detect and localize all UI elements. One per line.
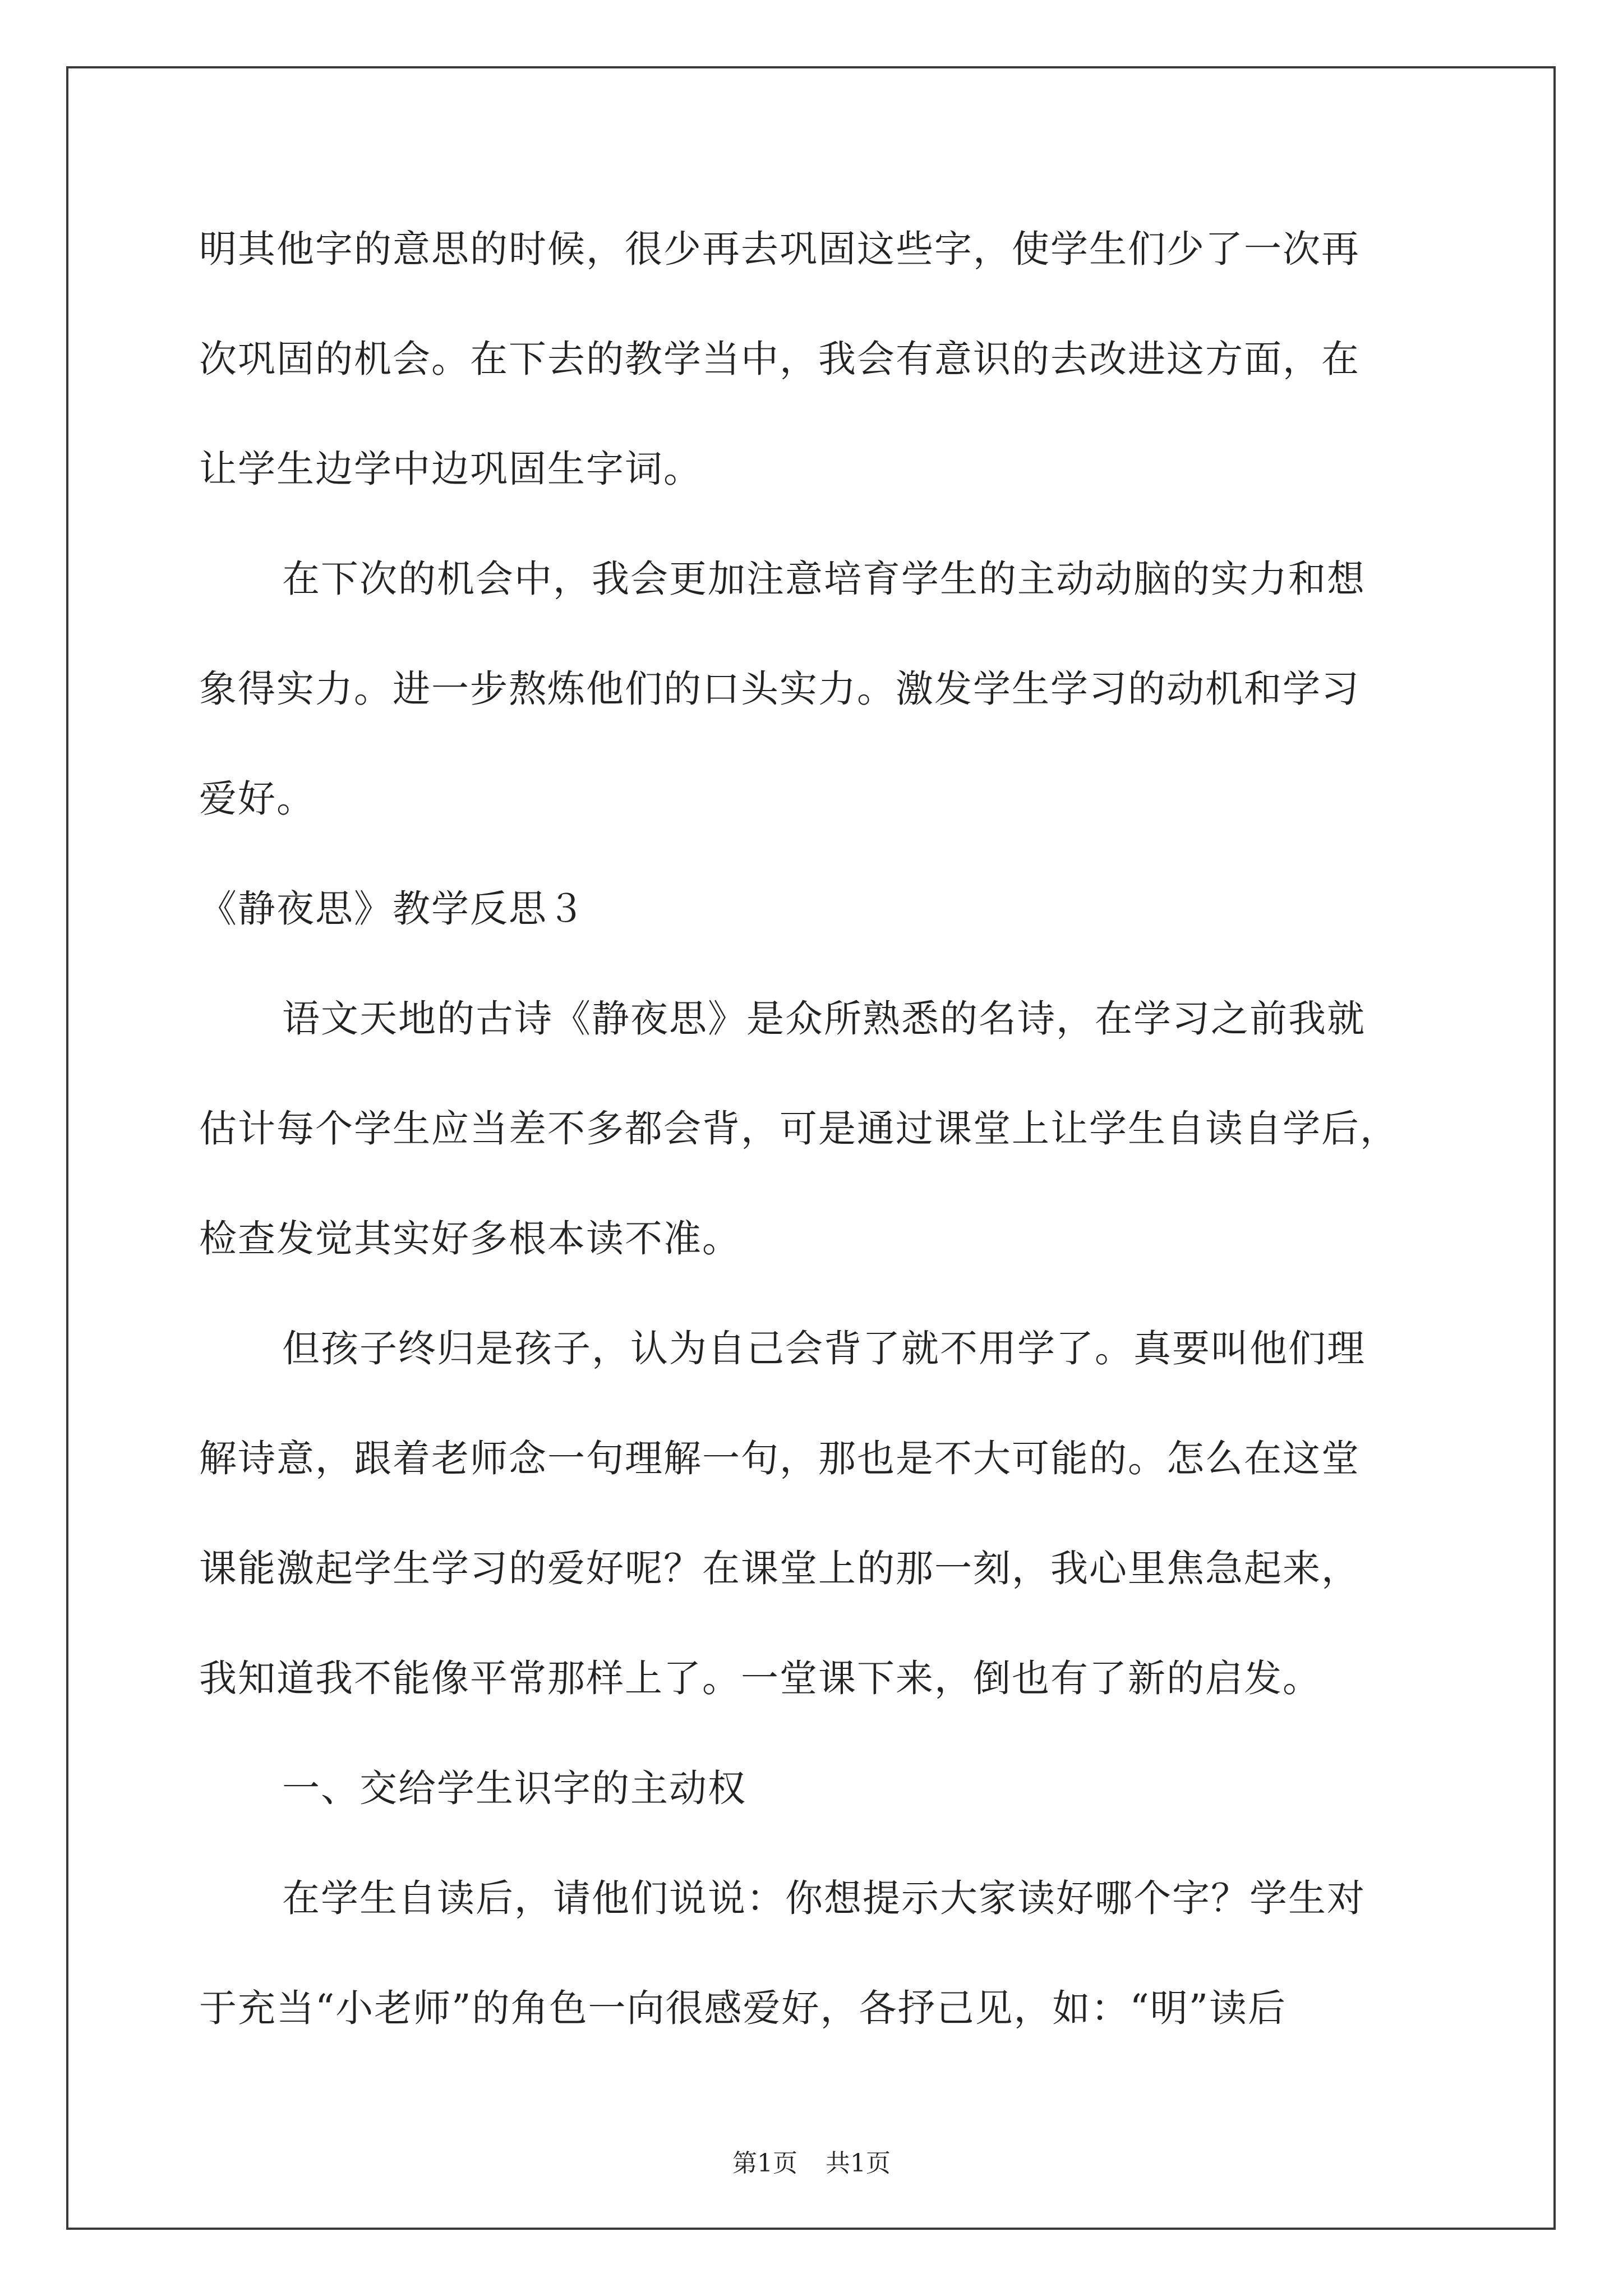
section-heading: 《静夜思》教学反思３ bbox=[199, 887, 586, 931]
text-line: 次巩固的机会。在下去的教学当中，我会有意识的去改进这方面，在 bbox=[199, 337, 1360, 381]
text-line: 于充当“小老师”的角色一向很感爱好，各抒己见，如：“明”读后 bbox=[199, 1986, 1287, 2030]
text-line: 明其他字的意思的时候，很少再去巩固这些字，使学生们少了一次再 bbox=[199, 227, 1360, 271]
text-line: 检查发觉其实好多根本读不准。 bbox=[199, 1217, 741, 1260]
paragraph-first-line: 在下次的机会中，我会更加注意培育学生的主动动脑的实力和想 bbox=[282, 557, 1366, 601]
page-footer bbox=[0, 2143, 1623, 2179]
text-line: 象得实力。进一步熬炼他们的口头实力。激发学生学习的动机和学习 bbox=[199, 667, 1360, 711]
text-line: 估计每个学生应当差不多都会背，可是通过课堂上让学生自读自学后， bbox=[199, 1107, 1399, 1151]
document-body bbox=[199, 215, 1433, 2085]
text-line: 爱好。 bbox=[199, 777, 315, 821]
text-line: 让学生边学中边巩固生字词。 bbox=[199, 447, 702, 491]
paragraph-first-line: 语文天地的古诗《静夜思》是众所熟悉的名诗，在学习之前我就 bbox=[282, 997, 1366, 1041]
paragraph-first-line: 但孩子终归是孩子，认为自己会背了就不用学了。真要叫他们理 bbox=[282, 1327, 1366, 1370]
page-number: 第1页 bbox=[732, 2149, 797, 2178]
text-line: 课能激起学生学习的爱好呢？在课堂上的那一刻，我心里焦急起来， bbox=[199, 1547, 1360, 1590]
text-line: 解诗意，跟着老师念一句理解一句，那也是不大可能的。怎么在这堂 bbox=[199, 1437, 1360, 1480]
page-total: 共1页 bbox=[826, 2149, 891, 2178]
text-line: 我知道我不能像平常那样上了。一堂课下来，倒也有了新的启发。 bbox=[199, 1657, 1321, 1700]
paragraph-first-line: 在学生自读后，请他们说说：你想提示大家读好哪个字？学生对 bbox=[282, 1876, 1366, 1920]
subsection-heading: 一、交给学生识字的主动权 bbox=[282, 1766, 746, 1810]
